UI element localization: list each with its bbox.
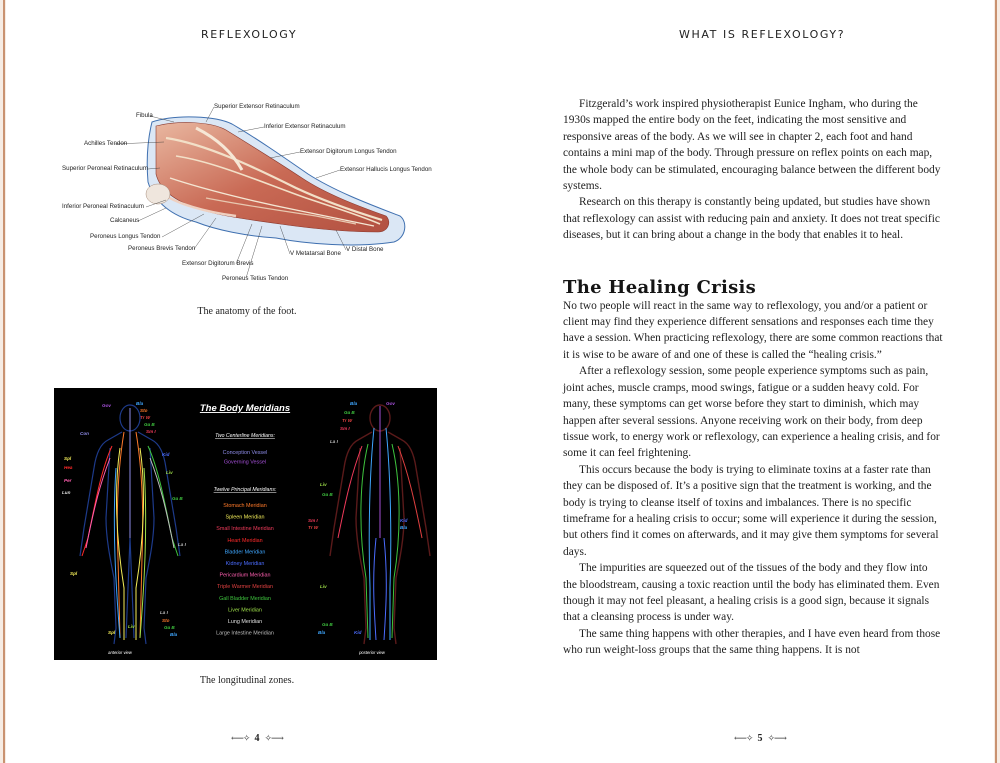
legend-entry: Stomach Meridian: [223, 503, 267, 509]
legend-entry: Heart Meridian: [227, 537, 263, 544]
label-distal: V Distal Bone: [346, 246, 384, 253]
legend-entry: Conception Vessel: [222, 450, 268, 456]
front-label: Spl: [70, 571, 78, 576]
back-label: Sm I: [308, 518, 318, 523]
label-sup-peroneal: Superior Peroneal Retinaculum: [62, 165, 148, 172]
paragraph: No two people will react in the same way to reflexology, you and/or a patient or client may find they experience different sensations and responses each time they have a session. When practicing reflexology, there are some common reactions that it is wise to be aware of and one of these is called the “healing crisis.”: [563, 299, 943, 361]
label-fibula: Fibula: [136, 112, 153, 119]
right-page-edge: [994, 0, 1000, 763]
legend-entry: Governing Vessel: [223, 459, 267, 466]
running-head-right: WHAT IS REFLEXOLOGY?: [679, 28, 846, 41]
paragraph: After a reflexology session, some people experience symptoms such as pain, joint aches, muscle cramps, mood swings, fatigue or a sudden heavy cold. For many, these symptoms can get worse before they start to diminish, which may happen after several sessions. Anyone receiving work on their body, from deep tissue work, to energy work or reflexology, can experience a healing crisis, and for some it can feel frightening.: [563, 365, 940, 460]
front-label: Spl: [64, 456, 72, 461]
back-label: Bla: [318, 630, 326, 635]
flourish-icon: ⟵✧: [231, 733, 250, 743]
back-label: Kid: [354, 630, 362, 635]
flourish-icon: ⟵✧: [734, 733, 753, 743]
front-label: Per: [64, 478, 72, 483]
page-number-left: [231, 733, 283, 744]
label-metatarsal: V Metatarsal Bone: [290, 250, 341, 257]
section-heading: The Healing Crisis: [563, 276, 757, 298]
front-label: Ga B: [164, 625, 175, 630]
label-calcaneus: Calcaneus: [110, 217, 140, 224]
principal-heading: Twelve Principal Meridians:: [213, 487, 277, 493]
foot-anatomy-figure: [56, 98, 438, 288]
legend-entry: Large Intestine Meridian: [216, 630, 274, 637]
front-label: La I: [160, 610, 168, 615]
front-label: Spl: [108, 630, 116, 635]
flourish-icon: ✧⟶: [767, 733, 786, 743]
front-label: Bla: [136, 401, 144, 406]
legend-entry: Lung Meridian: [227, 619, 263, 625]
back-label: Liv: [320, 584, 327, 589]
legend-entry: Liver Meridian: [228, 607, 262, 614]
caption-meridians: The longitudinal zones.: [199, 675, 295, 686]
legend-entry: Pericardium Meridian: [219, 572, 271, 579]
paragraph: The impurities are squeezed out of the tissues of the body and they flow into the bloodstream, causing a toxic reaction until the body has eliminated them. Even though it may not feel pleasant, a healing crisis is a good sign, because it signals that a cleansing process is under way.: [563, 562, 940, 624]
paragraph: Research on this therapy is constantly being updated, but studies have shown that reflexology can assist with reducing pain and anxiety. It does not treat specific diseases, but it can bring about a change in the body that enables it to heal.: [563, 196, 940, 242]
front-label: Gov: [102, 403, 111, 408]
front-label: Kid: [162, 452, 170, 457]
back-label: Gov: [386, 401, 395, 406]
back-label: Bla: [350, 401, 358, 406]
meridian-chart-title: The Body Meridians: [199, 403, 291, 414]
front-label: Con: [80, 431, 89, 436]
centerline-heading: Two Centerline Meridians:: [215, 433, 275, 439]
front-label: Lun: [62, 490, 71, 495]
anterior-view-label: anterior view: [108, 650, 132, 655]
legend-entry: Spleen Meridian: [225, 514, 265, 521]
back-label: Bla: [400, 525, 408, 530]
label-ext-digitorum-longus: Extensor Digitorum Longus Tendon: [300, 148, 397, 155]
label-ext-hallucis: Extensor Hallucis Longus Tendon: [340, 166, 432, 173]
legend-entry: Small Intestine Meridian: [216, 526, 274, 533]
front-label: Sm I: [146, 429, 156, 434]
back-label: La I: [330, 439, 338, 444]
back-label: Ga B: [322, 622, 333, 627]
back-label: Ga B: [322, 492, 333, 497]
right-page-text: [563, 96, 943, 659]
front-label: Hea: [64, 465, 73, 470]
front-label: Ga B: [172, 496, 183, 501]
back-label: Ga B: [344, 410, 355, 415]
back-label: Tr W: [308, 525, 319, 530]
legend-entry: Bladder Meridian: [224, 549, 266, 556]
paragraph: Fitzgerald’s work inspired physiotherapist Eunice Ingham, who during the 1930s mapped the entire body on the feet, indicating the most sensitive and responsive areas of the body. As we will see in chapter 2, each foot and hand contains a mini map of the body. Through pressure on reflex points on each map, the whole body can be stimulated, encouraging balance between the different body systems.: [563, 98, 941, 193]
back-label: Liv: [320, 482, 327, 487]
legend-entry: Gall Bladder Meridian: [219, 595, 271, 602]
label-ext-digitorum-brevis: Extensor Digitorum Brevis: [182, 260, 254, 267]
legend-entry: Kidney Meridian: [225, 561, 265, 567]
front-label: Sto: [162, 618, 170, 623]
left-page-edge: [0, 0, 6, 763]
label-peroneus-longus: Peroneus Longus Tendon: [90, 233, 161, 240]
front-label: La I: [178, 542, 186, 547]
paragraph: This occurs because the body is trying to eliminate toxins at a faster rate than they can be disposed of. It’s a positive sign that the treatment is working, and the body is trying to cleanse itself of toxins and imbalances. There is no specific timeframe for a healing crisis to occur; some will experience it during the session, but others find it comes on afterwards, and it may give them symptoms for several days.: [563, 463, 939, 558]
front-label: Liv: [128, 624, 135, 629]
back-label: Tr W: [342, 418, 353, 423]
label-peroneus-tetius: Peroneus Tetius Tendon: [222, 275, 289, 282]
label-inf-peroneal: Inferior Peroneal Retinaculum: [62, 203, 144, 210]
flourish-icon: ✧⟶: [264, 733, 283, 743]
front-label: Bla: [170, 632, 178, 637]
front-label: Ga B: [144, 422, 155, 427]
page-number: 5: [757, 733, 763, 744]
label-superior-extensor: Superior Extensor Retinaculum: [214, 103, 300, 110]
paragraph: The same thing happens with other therapies, and I have even heard from those who run weight-loss groups that the same thing happens. It is not: [563, 627, 941, 657]
caption-foot: The anatomy of the foot.: [197, 306, 297, 317]
front-label: Tr W: [140, 415, 151, 420]
back-label: Sm I: [340, 426, 350, 431]
label-peroneus-brevis: Peroneus Brevis Tendon: [128, 245, 196, 252]
running-head-left: REFLEXOLOGY: [201, 28, 298, 41]
label-inferior-extensor: Inferior Extensor Retinaculum: [264, 123, 346, 130]
back-label: Kid: [400, 518, 408, 523]
front-label: Sto: [140, 408, 148, 413]
page-number-right: [734, 733, 786, 744]
posterior-view-label: posterior view: [359, 650, 385, 655]
label-achilles: Achilles Tendon: [84, 140, 128, 147]
legend-entry: Triple Warmer Meridian: [217, 584, 273, 591]
body-meridians-figure: [54, 388, 437, 660]
page-number: 4: [254, 733, 260, 744]
front-label: Liv: [166, 470, 173, 475]
